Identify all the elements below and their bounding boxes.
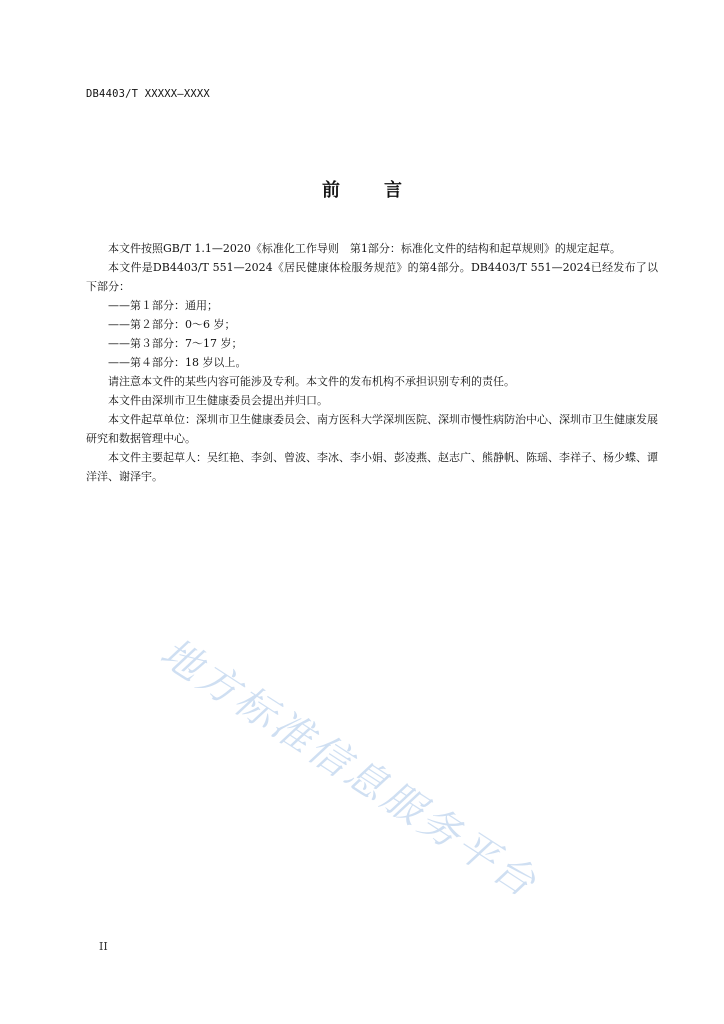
paragraph-proposer: 本文件由深圳市卫生健康委员会提出并归口。 (108, 394, 328, 407)
watermark: 地方标准信息服务平台 (152, 629, 547, 908)
paragraph-drafters: 本文件主要起草人：吴红艳、李剑、曾波、李冰、李小娟、彭凌燕、赵志广、熊静帆、陈瑶、李祥子、杨少蝶、谭洋洋、谢泽宇。 (86, 451, 658, 483)
document-code: DB4403/T XXXXX—XXXX (86, 88, 210, 100)
page-title: 前言 (322, 180, 446, 201)
paragraph-patent-notice: 请注意本文件的某些内容可能涉及专利。本文件的发布机构不承担识别专利的责任。 (108, 375, 515, 388)
part-list-item: ——第１部分：通用； (108, 299, 218, 312)
foreword-body (86, 239, 658, 486)
paragraph-series-info: 本文件是DB4403/T 551—2024《居民健康体检服务规范》的第4部分。DB4403/T 551—2024已经发布了以下部分： (86, 261, 658, 293)
paragraph-drafting-units: 本文件起草单位：深圳市卫生健康委员会、南方医科大学深圳医院、深圳市慢性病防治中心、深圳市卫生健康发展研究和数据管理中心。 (86, 413, 658, 445)
paragraph-drafting-rules: 本文件按照GB/T 1.1—2020《标准化工作导则 第1部分：标准化文件的结构和起草规则》的规定起草。 (108, 242, 621, 255)
part-list-item: ——第３部分：7～17 岁； (108, 337, 243, 350)
part-list-item: ——第２部分：0～6 岁； (108, 318, 236, 331)
page-number: II (99, 940, 108, 953)
part-list-item: ——第４部分：18 岁以上。 (108, 356, 247, 369)
